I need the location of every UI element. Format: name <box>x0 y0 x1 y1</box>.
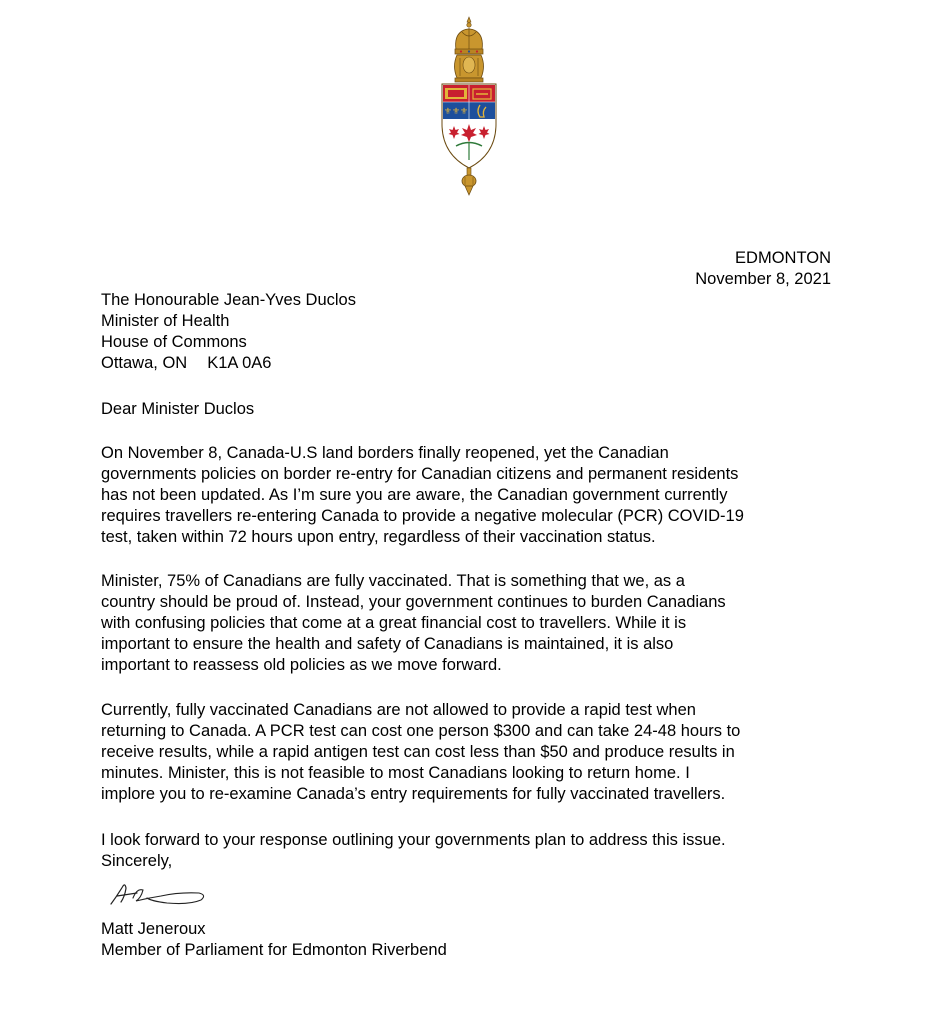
closing <box>101 830 841 872</box>
paragraph-line: governments policies on border re-entry for Canadian citizens and permanent residents <box>101 465 739 483</box>
paragraph-line: has not been updated. As I’m sure you are aware, the Canadian government currently <box>101 486 728 504</box>
house-of-commons-crest-icon <box>436 14 502 198</box>
paragraph-line: important to ensure the health and safety of Canadians is maintained, it is also <box>101 635 674 653</box>
paragraph-line: with confusing policies that come at a great financial cost to travellers. While it is <box>101 614 687 632</box>
body-paragraph <box>101 700 841 805</box>
sender-block <box>101 919 841 961</box>
handwritten-signature-icon <box>103 876 211 910</box>
body-paragraph <box>101 571 841 676</box>
closing-sentence: I look forward to your response outlining your governments plan to address this issue. <box>101 831 726 849</box>
recipient-city-province: Ottawa, ON <box>101 354 188 372</box>
paragraph-line: implore you to re-examine Canada’s entry requirements for fully vaccinated travellers. <box>101 785 726 803</box>
letter-date: November 8, 2021 <box>695 270 831 288</box>
paragraph-line: requires travellers re-entering Canada to provide a negative molecular (PCR) COVID-19 <box>101 507 744 525</box>
recipient-organization: House of Commons <box>101 333 247 351</box>
valediction: Sincerely, <box>101 852 173 870</box>
paragraph-line: returning to Canada. A PCR test can cost one person $300 and can take 24-48 hours to <box>101 722 741 740</box>
sender-title: Member of Parliament for Edmonton Riverbend <box>101 941 447 959</box>
letter-city: EDMONTON <box>735 249 831 267</box>
recipient-title: Minister of Health <box>101 312 230 330</box>
paragraph-line: minutes. Minister, this is not feasible to most Canadians looking to return home. I <box>101 764 690 782</box>
paragraph-line: country should be proud of. Instead, your government continues to burden Canadians <box>101 593 726 611</box>
recipient-postal-code: K1A 0A6 <box>207 354 272 372</box>
paragraph-line: important to reassess old policies as we move forward. <box>101 656 502 674</box>
recipient-address <box>101 290 841 374</box>
paragraph-line: Minister, 75% of Canadians are fully vaccinated. That is something that we, as a <box>101 572 685 590</box>
paragraph-line: test, taken within 72 hours upon entry, regardless of their vaccination status. <box>101 528 656 546</box>
sender-name: Matt Jeneroux <box>101 920 206 938</box>
letter-header <box>695 248 831 290</box>
body-paragraph <box>101 443 841 548</box>
salutation: Dear Minister Duclos <box>101 400 255 418</box>
paragraph-line: Currently, fully vaccinated Canadians are not allowed to provide a rapid test when <box>101 701 696 719</box>
paragraph-line: On November 8, Canada-U.S land borders finally reopened, yet the Canadian <box>101 444 669 462</box>
paragraph-line: receive results, while a rapid antigen test can cost less than $50 and produce results in <box>101 743 735 761</box>
recipient-city-line <box>101 353 841 374</box>
svg-text:⚜⚜⚜: ⚜⚜⚜ <box>443 106 469 116</box>
recipient-name: The Honourable Jean-Yves Duclos <box>101 291 356 309</box>
